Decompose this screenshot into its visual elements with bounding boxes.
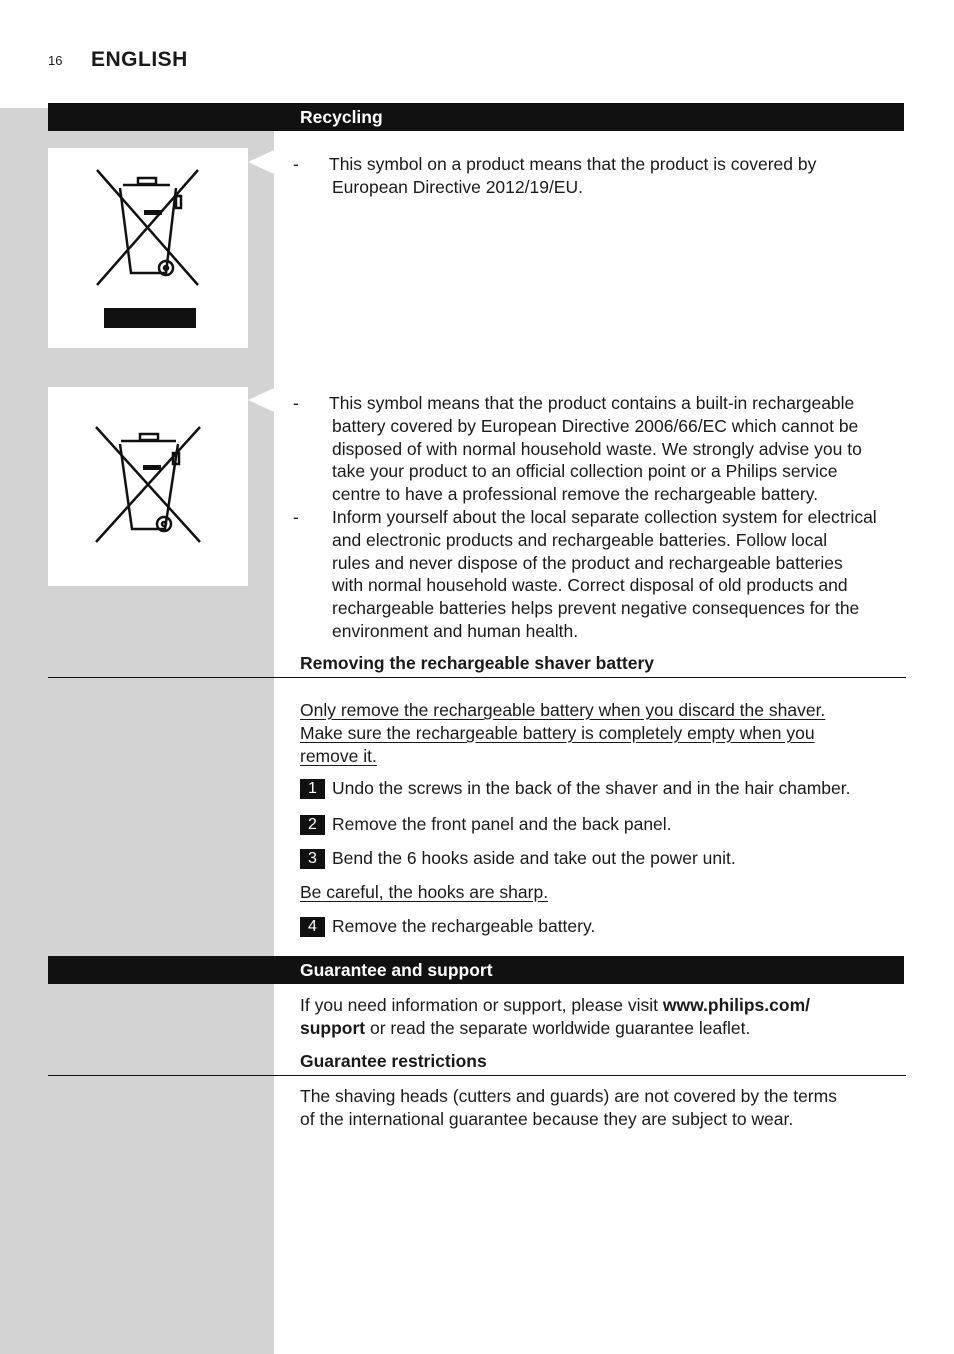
- bullet-dash: -: [293, 154, 299, 174]
- step-item: [300, 915, 595, 938]
- text-line: remove it.: [300, 746, 377, 766]
- text-line: European Directive 2012/19/EU.: [332, 176, 583, 197]
- crossed-out-bin-with-bar-icon: [48, 148, 248, 348]
- text-line: environment and human health.: [332, 620, 579, 641]
- step-number: 3: [300, 849, 325, 869]
- text-line: rules and never dispose of the product and rechargeable batteries: [332, 552, 843, 573]
- battery-symbol-box: [48, 387, 248, 586]
- support-link[interactable]: support: [300, 1018, 366, 1038]
- recycling-title: Recycling: [300, 107, 383, 127]
- step-item: [300, 813, 672, 836]
- restrictions-paragraph: [300, 1085, 837, 1131]
- guarantee-title: Guarantee and support: [300, 960, 493, 980]
- step-text: Remove the front panel and the back panel.: [332, 814, 672, 834]
- recycling-item-2: [329, 392, 899, 506]
- bullet-dash: -: [293, 507, 299, 527]
- text-line: disposed of with normal household waste. We strongly advise you to: [332, 438, 862, 459]
- section-divider: [48, 1075, 906, 1076]
- text-line: Inform yourself about the local separate collection system for electrical: [332, 507, 877, 527]
- step-number: 1: [300, 779, 325, 799]
- recycling-section-bar: [48, 103, 904, 131]
- callout-pointer: [248, 150, 274, 174]
- text-line: centre to have a professional remove the rechargeable battery.: [332, 484, 819, 505]
- step-text: Remove the rechargeable battery.: [332, 916, 596, 936]
- guarantee-restrictions-heading: Guarantee restrictions: [300, 1051, 487, 1071]
- page-number: 16: [48, 53, 63, 68]
- text-line: [300, 994, 810, 1017]
- text-span: If you need information or support, please visit: [300, 995, 663, 1015]
- step-text: Bend the 6 hooks aside and take out the power unit.: [332, 848, 736, 868]
- weee-symbol-box: [48, 148, 248, 348]
- text-line: rechargeable batteries helps prevent negative consequences for the: [332, 598, 860, 619]
- language-heading: ENGLISH: [91, 48, 188, 71]
- text-line: The shaving heads (cutters and guards) are not covered by the terms: [300, 1086, 837, 1106]
- text-line: This symbol on a product means that the product is covered by: [329, 154, 817, 174]
- text-line: of the international guarantee because they are subject to wear.: [300, 1109, 794, 1129]
- text-line: [300, 1017, 810, 1040]
- text-line: Make sure the rechargeable battery is completely empty when you: [300, 723, 815, 743]
- recycling-item-3: [332, 506, 902, 643]
- section-divider: [48, 677, 906, 678]
- removal-warning: [300, 699, 825, 768]
- removing-battery-heading: Removing the rechargeable shaver battery: [300, 653, 655, 673]
- text-line: Only remove the rechargeable battery when you discard the shaver.: [300, 700, 826, 720]
- step-number: 2: [300, 815, 325, 835]
- step-item: [300, 847, 736, 870]
- text-line: take your product to an official collection point or a Philips service: [332, 461, 838, 482]
- crossed-out-bin-icon: [48, 387, 248, 586]
- step-item: [300, 777, 851, 800]
- support-link[interactable]: www.philips.com/: [662, 995, 810, 1015]
- text-line: battery covered by European Directive 2006/66/EC which cannot be: [332, 415, 859, 436]
- callout-pointer: [248, 388, 274, 412]
- recycling-item-1: [329, 153, 899, 199]
- text-line: This symbol means that the product contains a built-in rechargeable: [329, 393, 855, 413]
- text-line: with normal household waste. Correct disposal of old products and: [332, 575, 848, 596]
- step-number: 4: [300, 917, 325, 937]
- guarantee-paragraph: [300, 994, 810, 1040]
- text-line: and electronic products and rechargeable batteries. Follow local: [332, 529, 828, 550]
- step-text: Undo the screws in the back of the shaver and in the hair chamber.: [332, 778, 851, 798]
- text-span: or read the separate worldwide guarantee leaflet.: [365, 1018, 751, 1038]
- guarantee-section-bar: [48, 956, 904, 984]
- caution-note: Be careful, the hooks are sharp.: [300, 882, 549, 902]
- bullet-dash: -: [293, 393, 299, 413]
